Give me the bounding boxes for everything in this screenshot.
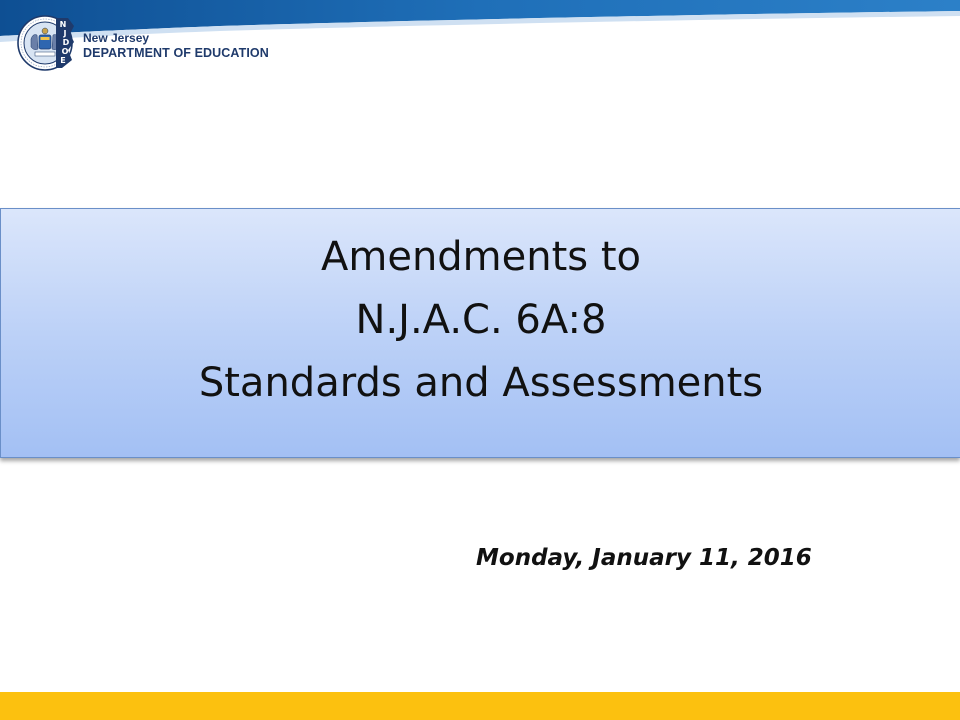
slide-title — [1, 226, 960, 415]
org-state-label: New Jersey — [83, 31, 150, 45]
presentation-date: Monday, January 11, 2016 — [476, 545, 812, 571]
logo-letter: E — [60, 56, 66, 65]
title-box — [0, 208, 960, 458]
logo-letter: O — [61, 47, 69, 56]
org-department-label: DEPARTMENT OF EDUCATION — [83, 46, 269, 60]
logo-letter: J — [63, 29, 67, 38]
org-name — [83, 32, 269, 60]
title-line-3: Standards and Assessments — [198, 360, 764, 406]
footer-band — [0, 692, 960, 720]
logo-letter: N — [59, 20, 67, 29]
njdoe-logo-letters — [54, 16, 76, 70]
title-line-2: N.J.A.C. 6A:8 — [355, 297, 607, 343]
title-line-1: Amendments to — [321, 234, 641, 280]
logo-letter: D — [62, 38, 70, 47]
